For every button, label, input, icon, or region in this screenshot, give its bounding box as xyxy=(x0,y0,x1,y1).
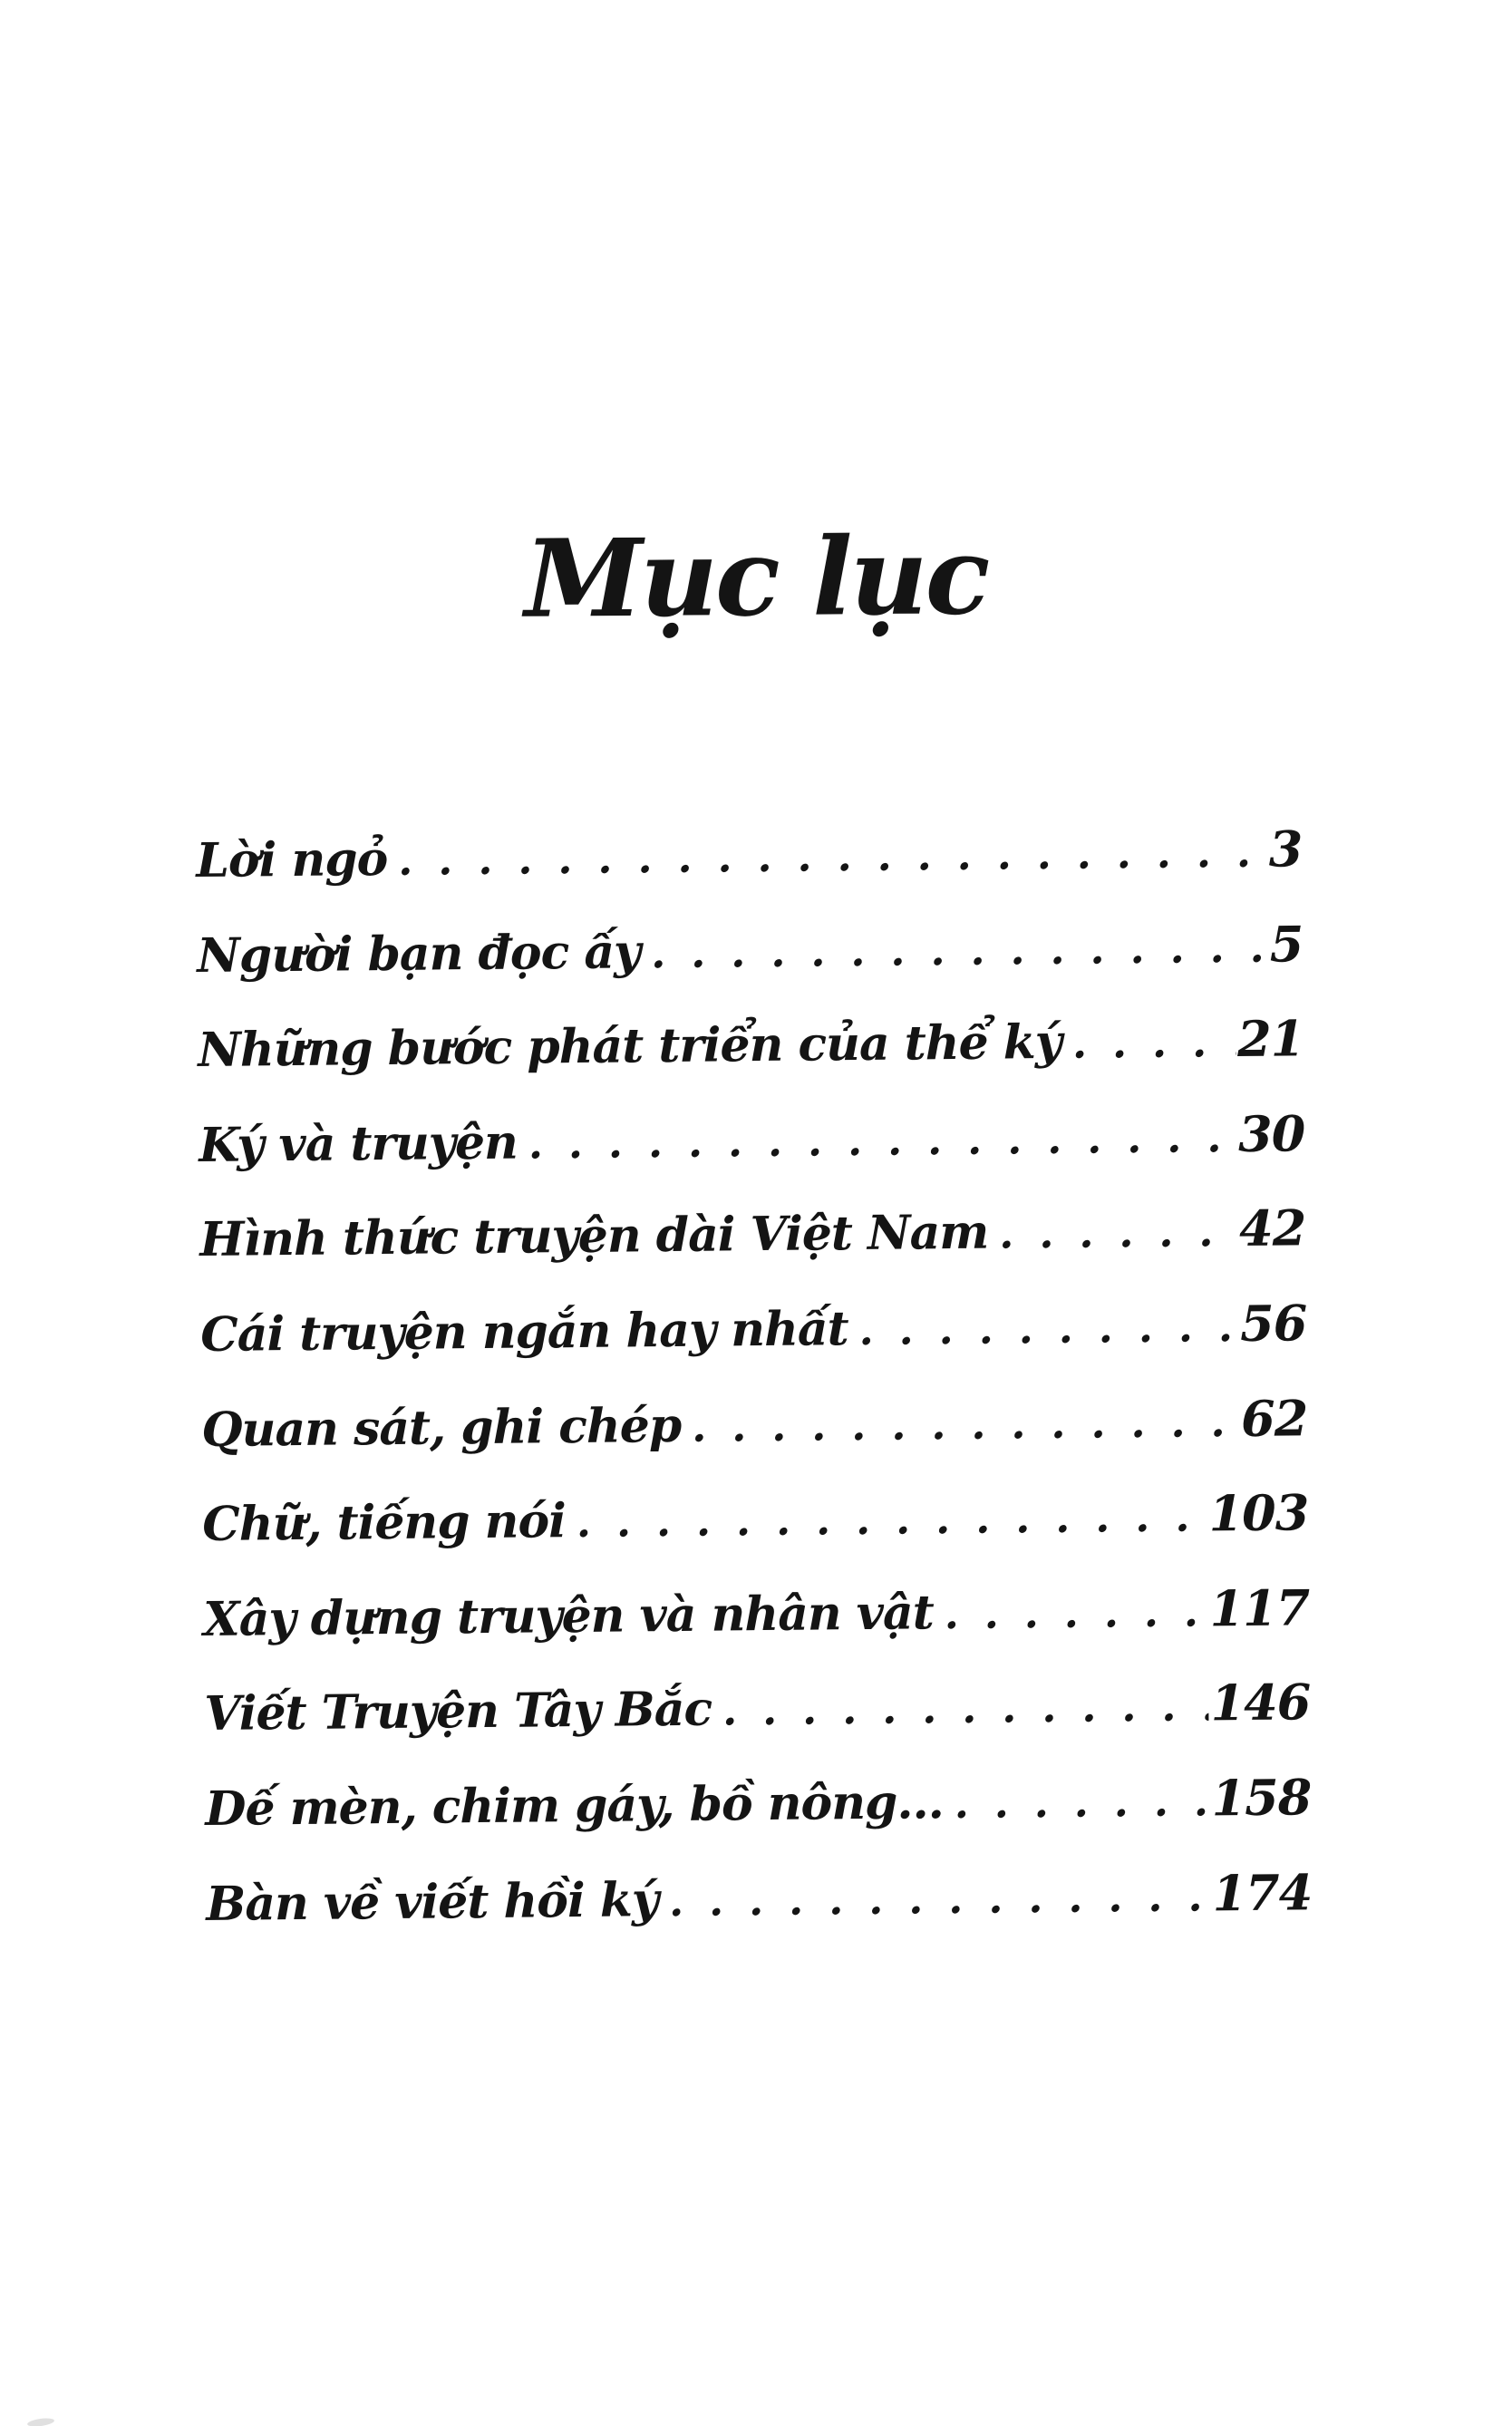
toc-entry-title: Xây dựng truyện và nhân vật xyxy=(203,1585,934,1647)
scan-smudge xyxy=(27,2417,55,2426)
dot-leader xyxy=(658,1871,1211,1926)
toc-entry-title: Quan sát, ghi chép xyxy=(201,1397,682,1458)
toc-entry-title: Viết Truyện Tây Bắc xyxy=(204,1681,712,1742)
toc-entry-page: 21 xyxy=(1236,1009,1304,1069)
dot-leader xyxy=(1061,1017,1236,1068)
dot-leader xyxy=(681,1397,1239,1451)
toc-entry-title: Người bạn đọc ấy xyxy=(197,923,641,984)
toc-entry xyxy=(198,1009,1304,1114)
dot-leader xyxy=(387,828,1267,885)
toc-entry-title: Ký và truyện xyxy=(199,1114,519,1173)
toc-entry xyxy=(199,1199,1306,1305)
toc-entry-title: Bàn về viết hồi ký xyxy=(206,1871,659,1932)
toc-entry xyxy=(196,820,1303,925)
toc-entry-page: 158 xyxy=(1211,1768,1312,1828)
toc-entry-page: 62 xyxy=(1240,1388,1308,1448)
toc-entry-page: 117 xyxy=(1209,1578,1310,1638)
toc-entry-page: 174 xyxy=(1212,1862,1313,1922)
dot-leader xyxy=(640,922,1268,977)
toc-entry-page: 146 xyxy=(1210,1673,1311,1732)
toc-entry-title: Chữ, tiếng nói xyxy=(202,1493,567,1553)
dot-leader xyxy=(712,1682,1209,1735)
toc-entry-title: Những bước phát triển của thể ký xyxy=(198,1014,1062,1079)
toc-entry-title: Lời ngỏ xyxy=(196,831,388,889)
toc-entry-page: 103 xyxy=(1208,1483,1309,1543)
toc-entry xyxy=(206,1863,1313,1968)
dot-leader xyxy=(933,1587,1207,1638)
dot-leader xyxy=(988,1207,1237,1258)
toc-entry-page: 3 xyxy=(1268,820,1303,878)
page-title: Mục lục xyxy=(524,512,988,642)
toc-entry xyxy=(199,1104,1305,1209)
toc-entry-title: Dế mèn, chim gáy, bồ nông... xyxy=(205,1774,944,1837)
toc-entry xyxy=(200,1294,1307,1399)
toc-entry xyxy=(201,1389,1308,1494)
dot-leader xyxy=(943,1776,1209,1828)
toc-entry-title: Cái truyện ngắn hay nhất xyxy=(200,1301,848,1363)
toc-entry-page: 42 xyxy=(1238,1198,1306,1258)
toc-entry-page: 56 xyxy=(1239,1294,1307,1353)
toc-entry xyxy=(202,1483,1309,1588)
toc-entry-title: Hình thức truyện dài Việt Nam xyxy=(199,1205,989,1268)
toc-entry-page: 30 xyxy=(1237,1104,1305,1163)
toc-entry xyxy=(203,1578,1310,1684)
toc-entry xyxy=(197,915,1304,1020)
dot-leader xyxy=(848,1302,1238,1354)
toc-entry-page: 5 xyxy=(1269,914,1304,974)
dot-leader xyxy=(518,1112,1237,1169)
table-of-contents xyxy=(196,820,1313,1968)
toc-entry xyxy=(204,1674,1311,1779)
dot-leader xyxy=(566,1492,1207,1548)
toc-entry xyxy=(205,1768,1312,1873)
